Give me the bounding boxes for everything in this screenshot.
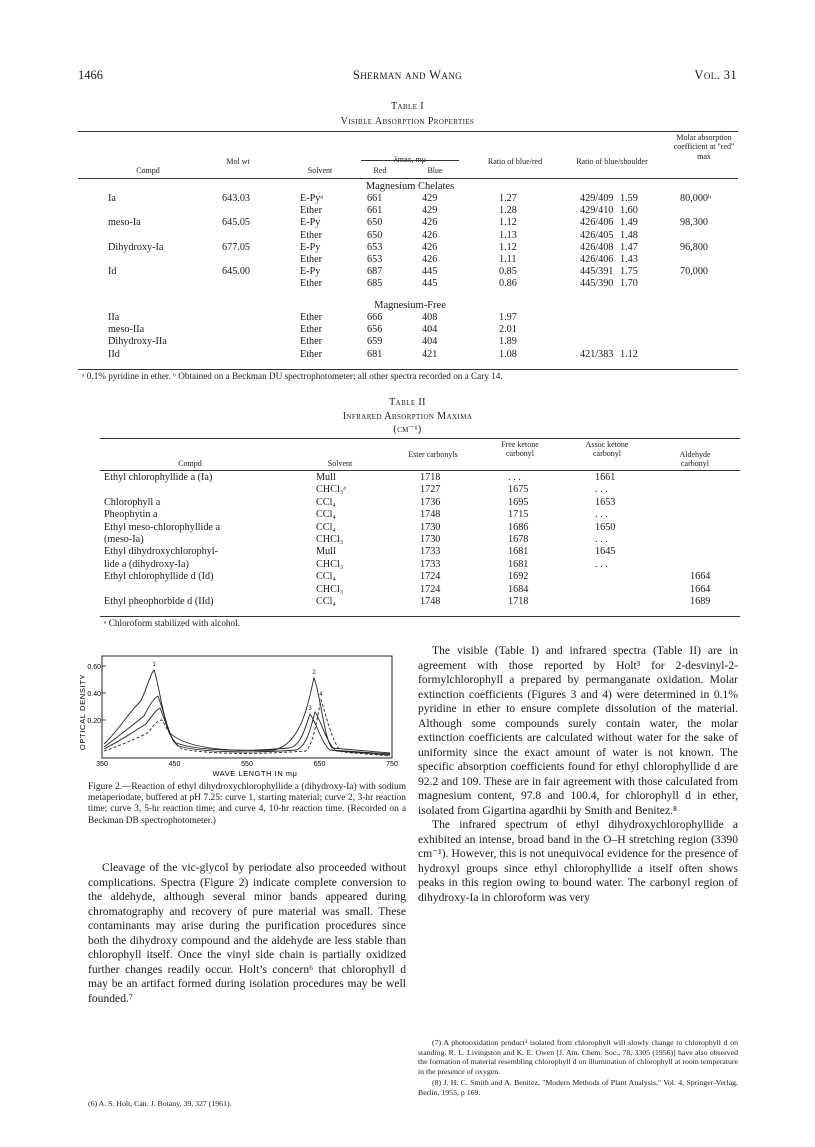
t1-cell-bsv: 1.75 <box>620 266 638 278</box>
t2-cell-ald: 1664 <box>690 571 711 583</box>
t2-cell-solvent: CCl₄ <box>316 496 336 508</box>
t1-cell-bsv: 1.70 <box>620 278 638 290</box>
t1-cell-red: 653 <box>367 254 383 265</box>
table2-top-rule <box>100 438 740 439</box>
figure2-ytick-label: 0.20 <box>87 718 101 725</box>
t1-head-molar: Molar absorption coefficient at "red" max <box>673 133 735 161</box>
t1-cell-red: 687 <box>367 266 383 278</box>
volume-label: Vol. 31 <box>694 68 737 82</box>
t1-cell-bsv: 1.48 <box>620 229 638 241</box>
t1-cell-bsv: 1.49 <box>620 217 638 229</box>
t1-head-lambda: λmax, mμ <box>393 155 427 164</box>
table1-head-rule <box>78 178 738 179</box>
t1-cell-bs: 426/408 <box>580 241 614 253</box>
figure2-xtick-label: 550 <box>241 761 253 768</box>
t2-cell-free: 1715 <box>508 509 529 521</box>
figure2-frame <box>102 656 392 758</box>
t2-cell-ester: 1748 <box>420 596 441 607</box>
figure2-curve-1 <box>104 670 390 753</box>
t1-cell-solvent: E-Pyᵃ <box>300 193 324 204</box>
t1-head-compd: Compd <box>136 166 160 175</box>
t1-cell-ratio: 0.86 <box>499 278 517 290</box>
t2-cell-assoc: 1653 <box>595 496 616 508</box>
t2-cell-compd: Pheophytin a <box>104 509 158 521</box>
right-paragraph-1: The visible (Table I) and infrared spectra (Table II) are in agreement with those reported by Holt³ for 2-desvinyl-2-formylchlorophyll a prepared by permanganate oxidation. Molar extinction coefficients (Figures 3 and 4) were determined in 0.1% pyridine in ether to ensure complete dissolution of the material. Although some compounds surely contain water, the molar extinction coefficients are calculated without water for the sake of uniformity since the exact amount of water is not known. The specific absorption coefficients found for ethyl chlorophyllide d are 92.2 and 109. These are in fair agreement with those calculated from magnesium content, 97.8 and 100.4, for chlorophyll d in ether, isolated from Gigartina agardhii by Smith and Benitez.⁸ <box>418 644 738 817</box>
t1-cell-blue: 426 <box>422 254 438 265</box>
t1-cell-compd: Id <box>108 266 117 278</box>
t2-cell-free: 1718 <box>508 596 529 607</box>
figure2-curve-3 <box>104 708 390 755</box>
t2-cell-free: 1684 <box>508 583 529 595</box>
t1-cell-bs: 426/406 <box>580 254 614 265</box>
t1-cell-molwt: 677.05 <box>222 241 251 253</box>
page-number: 1466 <box>78 68 103 82</box>
table1-footnote: ᵃ 0.1% pyridine in ether. ᵇ Obtained on a Beckman DU spectrophotometer; all other spectra recorded on a Cary 14. <box>82 371 503 381</box>
t1-head-ratio-br: Ratio of blue/red <box>487 157 543 166</box>
table2-unit: (cm⁻¹) <box>393 424 422 435</box>
t1-cell-blue: 445 <box>422 266 438 278</box>
t2-cell-solvent: CHCl₃ <box>316 583 344 595</box>
t1-cell-ratio: 1.11 <box>499 254 517 265</box>
t1-cell-red: 681 <box>367 348 383 360</box>
figure2-xlabel: WAVE LENGTH IN mμ <box>212 769 298 778</box>
t1-cell-bs: 429/410 <box>580 205 614 217</box>
ref-8: (8) J. H. C. Smith and A. Benitez, "Modern Methods of Plant Analysis," Vol. 4, Springer-Verlag, Berlin, 1955, p 169. <box>418 1078 738 1097</box>
right-paragraph-2: The infrared spectrum of ethyl dihydroxychlorophyllide a exhibited an intense, broad band in the O–H stretching region (3390 cm⁻¹). However, this is not unequivocal evidence for the presence of hydroxyl groups since ethyl chlorophyllide a itself often shows peaks in this region owing to bound water. The carbonyl region of dihydroxy-Ia in chloroform was very <box>418 818 738 904</box>
t1-cell-bs: 445/391 <box>580 266 614 278</box>
t2-cell-compd: lide a (dihydroxy-Ia) <box>104 558 189 570</box>
t2-head-compd: Compd <box>178 459 202 468</box>
t2-cell-compd: Ethyl chlorophyllide a (Ia) <box>104 472 213 483</box>
t1-cell-molwt: 645.05 <box>222 217 251 229</box>
t2-cell-compd: Ethyl meso-chlorophyllide a <box>104 521 220 533</box>
t2-head-solvent: Solvent <box>327 459 353 468</box>
t1-cell-ratio: 1.27 <box>499 193 517 204</box>
t2-cell-solvent: CCl₄ <box>316 571 336 583</box>
t2-cell-free: 1675 <box>508 484 529 496</box>
t1-cell-solvent: Ether <box>300 229 323 241</box>
t1-cell-bsv: 1.60 <box>620 205 638 217</box>
t1-cell-bsv: 1.12 <box>620 348 638 360</box>
t1-cell-ratio: 1.28 <box>499 205 517 217</box>
t1-cell-blue: 426 <box>422 217 438 229</box>
t2-cell-ester: 1724 <box>420 571 441 583</box>
t2-cell-assoc: 1645 <box>595 546 616 558</box>
t1-section-mg-chelates: Magnesium Chelates <box>365 181 455 192</box>
t2-cell-free: . . . <box>508 472 521 483</box>
t2-cell-assoc: 1650 <box>595 521 616 533</box>
t1-cell-red: 661 <box>367 193 383 204</box>
figure2-curve-2 <box>104 696 390 754</box>
t1-lambda-rule <box>361 160 459 161</box>
t2-cell-solvent: CCl₄ <box>316 596 336 607</box>
figure2-ytick-label: 0.60 <box>87 664 101 671</box>
t1-cell-molwt: 645.00 <box>222 266 251 278</box>
t1-cell-compd: Dihydroxy-IIa <box>108 336 167 348</box>
t1-cell-red: 666 <box>367 312 383 323</box>
t1-section-mg-free: Magnesium-Free <box>374 300 446 311</box>
t2-cell-ester: 1718 <box>420 472 441 483</box>
t1-head-blue: Blue <box>427 166 443 175</box>
right-column <box>418 644 738 905</box>
running-authors: Sherman and Wang <box>352 68 463 82</box>
t2-head-aldehyde: Aldehyde carbonyl <box>679 450 711 469</box>
t2-cell-free: 1681 <box>508 546 529 558</box>
t1-cell-bs: 426/406 <box>580 217 614 229</box>
t1-cell-red: 661 <box>367 205 383 217</box>
t1-cell-solvent: E-Py <box>300 241 321 253</box>
t1-head-molwt: Mol wt <box>226 157 250 166</box>
t1-cell-bs: 429/409 <box>580 193 614 204</box>
t1-cell-solvent: Ether <box>300 348 323 360</box>
t1-cell-solvent: Ether <box>300 312 323 323</box>
t1-cell-compd: IId <box>108 348 120 360</box>
t2-cell-ester: 1748 <box>420 509 441 521</box>
t2-cell-ester: 1733 <box>420 546 441 558</box>
figure2-ytick-label: 0.40 <box>87 691 101 698</box>
t1-cell-ratio: 1.08 <box>499 348 517 360</box>
t1-cell-blue: 426 <box>422 241 438 253</box>
t2-cell-free: 1678 <box>508 534 529 545</box>
t2-cell-ester: 1730 <box>420 521 441 533</box>
figure2-curve-label: 1 <box>152 662 156 668</box>
t1-cell-blue: 445 <box>422 278 438 290</box>
t1-cell-solvent: E-Py <box>300 217 321 229</box>
t1-cell-red: 653 <box>367 241 383 253</box>
t2-cell-solvent: CHCl₃ <box>316 558 344 570</box>
t2-cell-ester: 1724 <box>420 583 441 595</box>
t1-cell-solvent: Ether <box>300 205 323 217</box>
t1-cell-ratio: 1.12 <box>499 241 517 253</box>
t1-cell-solvent: Ether <box>300 324 323 336</box>
left-paragraph: Cleavage of the vic-glycol by periodate also proceeded without complications. Spectra (Figure 2) indicate complete conversion to the aldehyde, although several minor bands appeared during chromatography and recovery of pure material was small. These contaminants may arise during the purification procedures since both the dihydroxy compound and the aldehyde are less stable than chlorophyll itself. Once the vinyl side chain is partially oxidized further changes readily occur. Holt’s concern⁶ that chlorophyll d may be an artifact formed during isolation procedures may be well founded.⁷ <box>88 861 406 1005</box>
t1-cell-solvent: Ether <box>300 336 323 348</box>
t1-cell-ratio: 2.01 <box>499 324 517 336</box>
t1-cell-red: 656 <box>367 324 383 336</box>
table1-top-rule <box>78 131 738 132</box>
t2-cell-assoc: . . . <box>595 484 608 496</box>
figure2-curve-4 <box>104 700 390 756</box>
t2-head-assoc: Assoc ketone carbonyl <box>585 440 629 459</box>
t1-cell-ratio: 1.97 <box>499 312 517 323</box>
t1-cell-bs: 421/383 <box>580 348 614 360</box>
t2-cell-ester: 1736 <box>420 496 441 508</box>
figure2-curve-label: 4 <box>319 692 323 698</box>
t1-cell-compd: meso-IIa <box>108 324 145 336</box>
t1-cell-molar: 98,300 <box>680 217 709 229</box>
table2-footnote: ᵃ Chloroform stabilized with alcohol. <box>104 618 240 628</box>
t1-cell-red: 685 <box>367 278 383 290</box>
t1-cell-compd: meso-Ia <box>108 217 141 229</box>
t2-cell-assoc: . . . <box>595 534 608 545</box>
table2-head-rule <box>100 470 740 471</box>
t2-cell-assoc: 1661 <box>595 472 616 483</box>
t1-head-solvent: Solvent <box>307 166 333 175</box>
t1-cell-red: 659 <box>367 336 383 348</box>
figure2-caption: Figure 2.—Reaction of ethyl dihydroxychlorophyllide a (dihydroxy-Ia) with sodium metaperiodate, buffered at pH 7.25: curve 1, starting material; curve 2, 3-hr reaction time; curve 3, 5-hr reaction time; and curve 4, 10-hr reaction time. (Recorded on a Beckman DB spectrophotometer.) <box>88 782 406 826</box>
t1-cell-bsv: 1.43 <box>620 254 638 265</box>
figure2-chart <box>74 652 404 780</box>
figure2-xtick-label: 750 <box>386 761 398 768</box>
t1-cell-blue: 421 <box>422 348 438 360</box>
t2-cell-solvent: Mull <box>316 472 336 483</box>
t2-cell-compd: Ethyl chlorophyllide d (Id) <box>104 571 214 583</box>
table1-bottom-rule <box>78 369 738 370</box>
t2-cell-ester: 1733 <box>420 558 441 570</box>
t2-cell-solvent: CCl₄ <box>316 521 336 533</box>
table2-bottom-rule <box>100 616 740 617</box>
t2-cell-free: 1681 <box>508 558 529 570</box>
t1-cell-molar: 96,800 <box>680 241 709 253</box>
t1-cell-blue: 429 <box>422 193 438 204</box>
ref-7: (7) A photooxidation product³ isolated from chlorophyll will slowly change to chlorophyll d on standing. R. L. Livingston and K. E. Owen [J. Am. Chem. Soc., 78, 3305 (1956)] have also observed the formation of material resembling chlorophyll d on illumination of chlorophyll at room temperature in the presence of oxygen. <box>418 1038 738 1076</box>
t1-cell-molar: 80,000ᵇ <box>680 193 712 204</box>
t1-cell-compd: Dihydroxy-Ia <box>108 241 164 253</box>
table1-title: Visible Absorption Properties <box>340 116 475 127</box>
t1-cell-compd: IIa <box>108 312 120 323</box>
t1-cell-blue: 404 <box>422 336 438 348</box>
t1-cell-solvent: Ether <box>300 254 323 265</box>
t2-cell-free: 1686 <box>508 521 529 533</box>
t2-cell-assoc: . . . <box>595 509 608 521</box>
t2-cell-solvent: Mull <box>316 546 336 558</box>
t1-cell-solvent: E-Py <box>300 266 321 278</box>
ref-6: (6) A. S. Holt, Can. J. Botany, 39, 327 (1961). <box>88 1099 232 1108</box>
t1-cell-blue: 404 <box>422 324 438 336</box>
t1-cell-bs: 426/405 <box>580 229 614 241</box>
t2-cell-solvent: CHCl₃ <box>316 534 344 545</box>
figure2-xtick-label: 350 <box>96 761 108 768</box>
t1-cell-red: 650 <box>367 229 383 241</box>
t1-cell-compd: Ia <box>108 193 116 204</box>
table2-label: Table II <box>389 397 426 408</box>
t2-cell-ald: 1664 <box>690 583 711 595</box>
t1-cell-bsv: 1.59 <box>620 193 638 204</box>
figure2-xtick-label: 450 <box>168 761 181 768</box>
figure2-ylabel: OPTICAL DENSITY <box>78 673 87 751</box>
t2-cell-solvent: CCl₄ <box>316 509 336 521</box>
t2-cell-compd: Ethyl pheophorbide d (IId) <box>104 596 214 607</box>
t1-cell-blue: 426 <box>422 229 438 241</box>
t2-cell-solvent: CHCl₃ᵃ <box>316 484 347 496</box>
t2-cell-ester: 1730 <box>420 534 441 545</box>
t2-cell-compd: Ethyl dihydroxychlorophyl- <box>104 546 219 558</box>
t2-cell-assoc: . . . <box>595 558 608 570</box>
t1-cell-blue: 429 <box>422 205 438 217</box>
table2-title: Infrared Absorption Maxima <box>342 411 473 422</box>
figure2-curve-label: 3 <box>308 706 312 712</box>
t2-cell-free: 1695 <box>508 496 529 508</box>
t1-cell-red: 650 <box>367 217 383 229</box>
t1-cell-bsv: 1.47 <box>620 241 638 253</box>
t1-cell-ratio: 0.85 <box>499 266 517 278</box>
t2-cell-ald: 1689 <box>690 596 711 607</box>
figure2-curve-label: 2 <box>312 670 316 676</box>
table1-label: Table I <box>390 101 424 112</box>
t2-head-free: Free ketone carbonyl <box>501 440 539 459</box>
t1-cell-solvent: Ether <box>300 278 323 290</box>
t2-cell-compd: (meso-Ia) <box>104 534 144 545</box>
t1-cell-molar: 70,000 <box>680 266 709 278</box>
t2-head-ester: Ester carbonyls <box>408 450 458 459</box>
t1-cell-molwt: 643.03 <box>222 193 251 204</box>
t1-cell-blue: 408 <box>422 312 438 323</box>
t1-head-ratio-bs: Ratio of blue/shoulder <box>576 157 648 166</box>
t1-head-red: Red <box>373 166 387 175</box>
t1-cell-bs: 445/390 <box>580 278 614 290</box>
t2-cell-compd: Chlorophyll a <box>104 496 161 508</box>
t1-cell-ratio: 1.89 <box>499 336 517 348</box>
t1-cell-ratio: 1.12 <box>499 217 517 229</box>
t2-cell-free: 1692 <box>508 571 529 583</box>
t1-cell-ratio: 1.13 <box>499 229 517 241</box>
t2-cell-ester: 1727 <box>420 484 441 496</box>
figure2-xtick-label: 650 <box>313 761 326 768</box>
